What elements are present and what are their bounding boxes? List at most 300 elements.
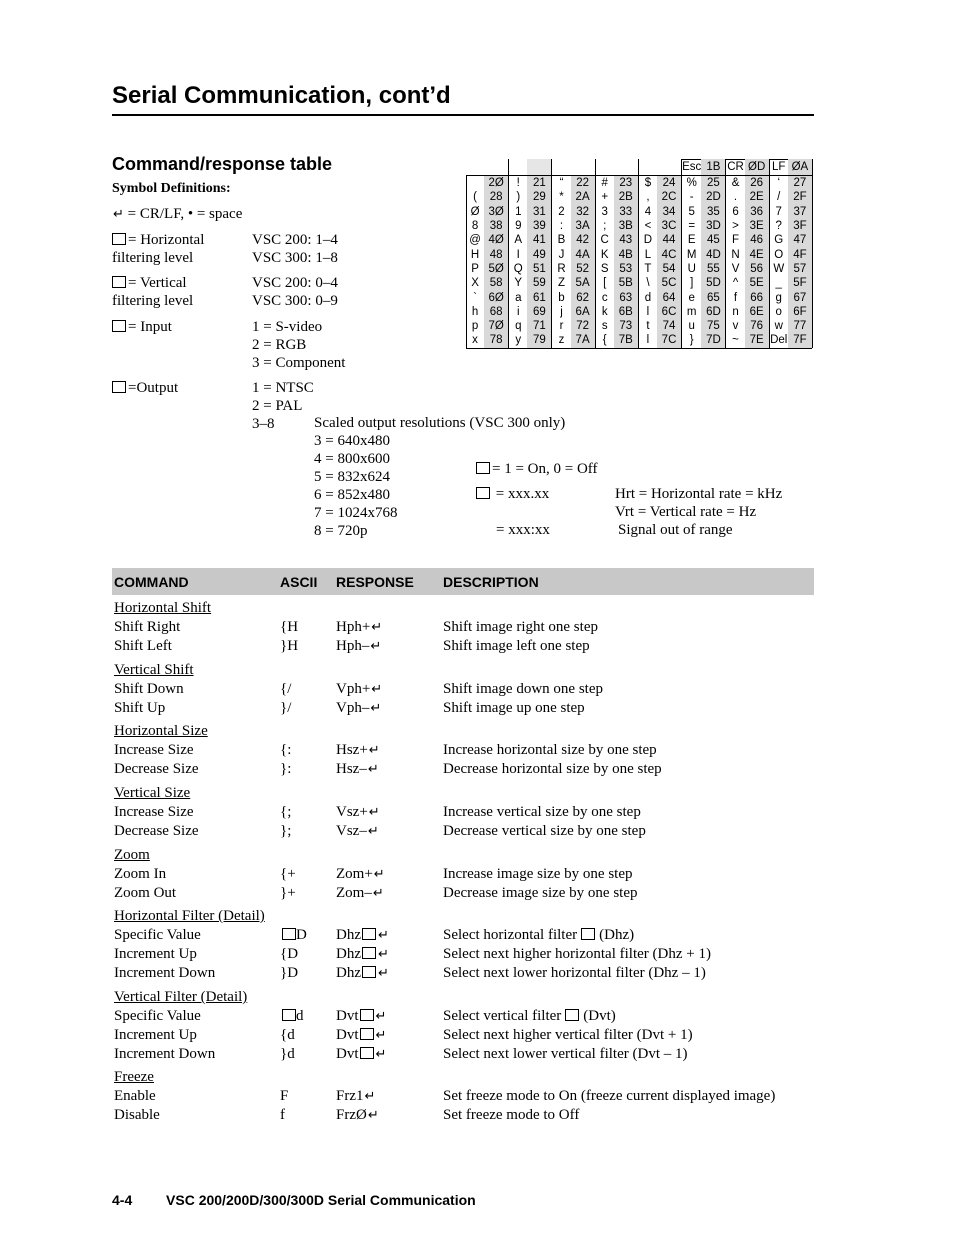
ascii-text: }: xyxy=(280,761,292,777)
return-icon: ↵ xyxy=(368,742,380,757)
response-cell xyxy=(336,865,385,883)
hex-cell: 26 xyxy=(745,176,770,191)
rate-definition xyxy=(476,485,549,503)
hex-cell: 4B xyxy=(614,247,639,261)
return-icon: ↵ xyxy=(367,823,379,838)
response-cell xyxy=(336,884,384,902)
description-text: Select next higher horizontal filter (Dhz + 1) xyxy=(443,946,711,962)
char-cell: “ xyxy=(559,177,564,190)
char-cell: CR xyxy=(726,159,745,176)
hex-cell: 4E xyxy=(745,247,770,261)
output-value-2: 2 = PAL xyxy=(252,398,303,414)
command-text: Shift Left xyxy=(114,638,172,654)
hex-cell: 36 xyxy=(745,205,770,219)
hex-cell: 67 xyxy=(788,290,813,304)
ascii-row xyxy=(466,219,813,233)
char-cell: _ xyxy=(775,277,782,290)
char-cell: ] xyxy=(690,277,694,290)
char-cell: 6 xyxy=(732,205,739,218)
hex-cell: 5F xyxy=(788,276,813,290)
hex-cell: 3E xyxy=(745,219,770,233)
hex-cell: 45 xyxy=(701,233,726,247)
char-cell: , xyxy=(646,191,650,204)
response-cell xyxy=(336,822,379,840)
hex-cell: 3F xyxy=(788,219,813,233)
response-cell xyxy=(336,1007,386,1025)
command-text: Disable xyxy=(114,1107,160,1123)
ascii-text: }; xyxy=(280,823,292,839)
vfilter-value-1: VSC 200: 0–4 xyxy=(252,275,338,291)
ascii-text: F xyxy=(280,1088,289,1104)
footer-page-number: 4-4 xyxy=(112,1192,133,1208)
hex-cell: 28 xyxy=(484,190,509,204)
description-text: Decrease vertical size by one step xyxy=(443,823,646,839)
ascii-row xyxy=(466,262,813,276)
ascii-text: }/ xyxy=(280,700,292,716)
hfilter-label-2: filtering level xyxy=(112,250,194,266)
command-cell xyxy=(114,618,180,636)
char-cell: L xyxy=(644,248,652,261)
description-text: Select horizontal filter xyxy=(443,927,578,943)
char-cell: D xyxy=(643,234,653,247)
hex-cell: 2D xyxy=(701,190,726,204)
input-value-2: 2 = RGB xyxy=(252,337,307,353)
response-text: Dvt xyxy=(336,1046,359,1062)
return-icon: ↵ xyxy=(375,1008,387,1023)
hex-cell: 37 xyxy=(788,205,813,219)
char-cell: p xyxy=(471,320,479,333)
description-cell xyxy=(443,741,657,759)
char-cell: C xyxy=(600,234,609,247)
response-text: Vsz– xyxy=(336,823,367,839)
input-values xyxy=(252,318,345,372)
char-cell: t xyxy=(646,320,650,333)
char-cell: } xyxy=(689,334,694,347)
hex-cell: 4F xyxy=(788,247,813,261)
hex-cell: 2E xyxy=(745,190,770,204)
command-cell xyxy=(114,1045,215,1063)
char-cell: Esc xyxy=(682,159,702,176)
hex-cell: 7E xyxy=(745,333,770,347)
return-icon: ↵ xyxy=(367,1107,379,1122)
command-text: Shift Up xyxy=(114,700,166,716)
char-cell xyxy=(595,159,614,176)
rate-notes xyxy=(615,485,782,539)
ascii-cell xyxy=(280,1106,285,1124)
hex-cell: 34 xyxy=(657,205,682,219)
hex-cell: 49 xyxy=(527,247,552,261)
char-cell: 8 xyxy=(471,220,479,233)
hex-cell xyxy=(527,159,552,176)
section-heading: Command/response table xyxy=(112,154,333,174)
response-cell xyxy=(336,637,381,655)
response-cell xyxy=(336,926,389,944)
vrt-text: Vrt = Vertical rate = Hz xyxy=(615,504,757,520)
hex-cell: 6E xyxy=(745,305,770,319)
ascii-cell xyxy=(280,884,296,902)
title-rule xyxy=(112,114,814,116)
hex-cell: 48 xyxy=(484,247,509,261)
response-text: Frz1 xyxy=(336,1088,364,1104)
char-cell: O xyxy=(774,248,784,261)
return-icon: ↵ xyxy=(378,927,389,942)
oor-text: Signal out of range xyxy=(618,522,733,538)
hex-cell: 47 xyxy=(788,233,813,247)
command-group-title: Vertical Filter (Detail) xyxy=(114,989,248,1005)
command-group-title: Freeze xyxy=(114,1069,154,1085)
command-text: Increment Down xyxy=(114,965,216,981)
char-cell: J xyxy=(558,248,565,261)
char-cell: & xyxy=(731,177,740,190)
char-cell: = xyxy=(688,220,696,233)
description-text: Select next lower vertical filter (Dvt – 1) xyxy=(443,1046,688,1062)
char-cell: * xyxy=(559,191,564,204)
command-cell xyxy=(114,1026,197,1044)
char-cell: x xyxy=(472,334,478,347)
ascii-cell xyxy=(280,803,291,821)
command-text: Increment Down xyxy=(114,1046,216,1062)
hex-cell: 39 xyxy=(527,219,552,233)
ascii-text: {D xyxy=(280,946,299,962)
return-icon: ↵ xyxy=(371,619,383,634)
char-cell: u xyxy=(688,320,695,333)
output-value-1: 1 = NTSC xyxy=(252,380,314,396)
hex-cell: 68 xyxy=(484,305,509,319)
ascii-row xyxy=(466,305,813,319)
hex-cell: 2A xyxy=(571,190,596,204)
command-text: Increment Up xyxy=(114,1027,197,1043)
rate-text: = xxx.xx xyxy=(495,486,550,502)
command-cell xyxy=(114,680,184,698)
footer xyxy=(112,1192,476,1208)
header-description: DESCRIPTION xyxy=(443,574,539,590)
char-cell: G xyxy=(774,234,784,247)
return-icon: ↵ xyxy=(378,946,389,961)
hex-cell: 6F xyxy=(788,305,813,319)
description-cell xyxy=(443,803,641,821)
hex-cell: 7F xyxy=(788,333,813,347)
char-cell: g xyxy=(775,291,782,304)
hex-cell: ØA xyxy=(788,159,813,176)
ascii-text: }D xyxy=(280,965,299,981)
char-cell: a xyxy=(515,291,522,304)
response-cell xyxy=(336,1045,386,1063)
char-cell: f xyxy=(733,291,738,304)
crlf-text: = CR/LF, • = space xyxy=(127,206,243,222)
resolution-item: 3 = 640x480 xyxy=(314,433,390,449)
command-cell xyxy=(114,1106,160,1124)
description-text: Increase vertical size by one step xyxy=(443,804,641,820)
ascii-cell xyxy=(282,1007,304,1025)
variable-box-icon xyxy=(360,1009,374,1021)
hex-cell: 58 xyxy=(484,276,509,290)
hex-cell: 62 xyxy=(571,290,596,304)
ascii-text: {H xyxy=(280,619,299,635)
vfilter-definition xyxy=(112,274,193,310)
return-icon: ↵ xyxy=(368,804,380,819)
hex-cell: 42 xyxy=(571,233,596,247)
hex-cell: 1B xyxy=(701,159,726,176)
description-cell xyxy=(443,1007,616,1025)
char-cell: q xyxy=(515,320,522,333)
ascii-cell xyxy=(282,926,307,944)
command-text: Increment Up xyxy=(114,946,197,962)
command-group-title: Horizontal Shift xyxy=(114,600,212,616)
description-cell xyxy=(443,1106,579,1124)
resolution-item: 8 = 720p xyxy=(314,523,368,539)
response-cell xyxy=(336,945,389,963)
command-cell xyxy=(114,964,215,982)
response-cell xyxy=(336,964,389,982)
resolution-item: 5 = 832x624 xyxy=(314,469,390,485)
return-icon: ↵ xyxy=(372,885,384,900)
response-cell xyxy=(336,618,382,636)
ascii-cell xyxy=(280,1087,288,1105)
return-icon: ↵ xyxy=(367,761,379,776)
hex-cell: 64 xyxy=(657,290,682,304)
ascii-text: {: xyxy=(280,742,292,758)
char-cell: ) xyxy=(516,191,521,204)
hex-cell: 27 xyxy=(788,176,813,191)
hex-cell: 74 xyxy=(657,319,682,333)
hex-cell: 79 xyxy=(527,333,552,347)
hex-cell: 5E xyxy=(745,276,770,290)
response-text: Vph– xyxy=(336,700,370,716)
char-cell: ‘ xyxy=(777,177,781,190)
hex-cell: 44 xyxy=(657,233,682,247)
ascii-row xyxy=(466,276,813,290)
char-cell: \ xyxy=(646,277,650,290)
hex-cell: 76 xyxy=(745,319,770,333)
variable-box-icon xyxy=(282,1009,296,1021)
ascii-row xyxy=(466,205,813,219)
hex-cell: 5C xyxy=(657,276,682,290)
char-cell: 1 xyxy=(515,205,522,218)
ascii-text: D xyxy=(296,927,307,943)
response-text: Hsz– xyxy=(336,761,367,777)
char-cell: i xyxy=(516,305,520,318)
char-cell: b xyxy=(558,291,565,304)
header-response: RESPONSE xyxy=(336,574,414,590)
ascii-cell xyxy=(280,945,298,963)
hex-cell: ØD xyxy=(745,159,770,176)
hex-cell: 75 xyxy=(701,319,726,333)
response-text: Dhz xyxy=(336,965,361,981)
char-cell: ; xyxy=(603,220,607,233)
command-group-title: Horizontal Filter (Detail) xyxy=(114,908,265,924)
ascii-text: }+ xyxy=(280,885,296,901)
ascii-cell xyxy=(280,680,291,698)
char-cell: Q xyxy=(513,262,523,275)
char-cell: + xyxy=(601,191,609,204)
hex-cell: 54 xyxy=(657,262,682,276)
command-cell xyxy=(114,865,166,883)
char-cell: { xyxy=(602,334,607,347)
variable-box-icon xyxy=(112,320,126,332)
command-text: Specific Value xyxy=(114,1008,201,1024)
description-suffix: (Dhz) xyxy=(599,927,635,943)
resolution-item: 7 = 1024x768 xyxy=(314,505,398,521)
hex-cell xyxy=(614,159,639,176)
char-cell: 7 xyxy=(775,205,782,218)
response-text: Zom+ xyxy=(336,866,373,882)
char-cell: B xyxy=(557,234,566,247)
char-cell: h xyxy=(471,305,479,318)
char-cell: V xyxy=(731,262,740,275)
description-suffix: (Dvt) xyxy=(583,1008,616,1024)
resolution-item: 4 = 800x600 xyxy=(314,451,390,467)
response-cell xyxy=(336,741,380,759)
hex-cell: 5A xyxy=(571,276,596,290)
char-cell: y xyxy=(515,334,522,347)
command-text: Decrease Size xyxy=(114,823,199,839)
variable-box-icon xyxy=(565,1009,579,1021)
response-text: Vph+ xyxy=(336,681,371,697)
hex-cell: 65 xyxy=(701,290,726,304)
ascii-cell xyxy=(280,637,298,655)
return-icon: ↵ xyxy=(113,206,124,221)
vfilter-values xyxy=(252,274,338,310)
char-cell: P xyxy=(471,262,479,275)
description-text: Shift image left one step xyxy=(443,638,590,654)
ascii-cell xyxy=(280,760,291,778)
hex-cell: 3C xyxy=(657,219,682,233)
description-text: Select vertical filter xyxy=(443,1008,562,1024)
char-cell: F xyxy=(732,234,740,247)
command-cell xyxy=(114,884,176,902)
ascii-row xyxy=(466,290,813,304)
char-cell xyxy=(466,176,484,191)
hex-cell: 77 xyxy=(788,319,813,333)
ascii-row xyxy=(466,176,813,191)
char-cell: ^ xyxy=(732,277,739,290)
hex-cell: 52 xyxy=(571,262,596,276)
command-text: Increase Size xyxy=(114,804,194,820)
description-text: Increase horizontal size by one step xyxy=(443,742,657,758)
char-cell: U xyxy=(687,262,696,275)
hex-cell: 59 xyxy=(527,276,552,290)
description-cell xyxy=(443,760,662,778)
hex-cell: 3B xyxy=(614,219,639,233)
description-cell xyxy=(443,884,638,902)
char-cell: I xyxy=(516,248,520,261)
page-title: Serial Communication, cont’d xyxy=(112,82,451,109)
char-cell: T xyxy=(644,262,652,275)
hex-cell: 3D xyxy=(701,219,726,233)
response-cell xyxy=(336,1026,386,1044)
char-cell: w xyxy=(774,320,783,333)
char-cell: j xyxy=(560,305,563,318)
char-cell: k xyxy=(601,305,608,318)
ascii-cell xyxy=(280,618,298,636)
char-cell: 9 xyxy=(515,220,522,233)
return-icon: ↵ xyxy=(364,1088,376,1103)
hex-cell: 31 xyxy=(527,205,552,219)
char-cell: 2 xyxy=(558,205,565,218)
description-text: Set freeze mode to On (freeze current displayed image) xyxy=(443,1088,776,1104)
response-text: Dvt xyxy=(336,1008,359,1024)
variable-box-icon xyxy=(362,928,376,940)
ascii-row xyxy=(466,190,813,204)
hfilter-label: = Horizontal xyxy=(128,232,205,248)
variable-box-icon xyxy=(581,928,595,940)
hex-cell: 57 xyxy=(788,262,813,276)
command-cell xyxy=(114,1007,201,1025)
hex-cell: 7C xyxy=(657,333,682,347)
hrt-text: Hrt = Horizontal rate = kHz xyxy=(615,486,783,502)
ascii-text: {+ xyxy=(280,866,296,882)
hex-cell: 41 xyxy=(527,233,552,247)
variable-box-icon xyxy=(112,276,126,288)
resolution-item: 6 = 852x480 xyxy=(314,487,390,503)
description-text: Set freeze mode to Off xyxy=(443,1107,580,1123)
char-cell: - xyxy=(689,191,694,204)
command-group-title: Horizontal Size xyxy=(114,723,208,739)
description-text: Shift image down one step xyxy=(443,681,603,697)
response-text: Dhz xyxy=(336,927,361,943)
char-cell: / xyxy=(777,191,781,204)
char-cell: X xyxy=(471,277,479,290)
response-cell xyxy=(336,760,379,778)
description-cell xyxy=(443,1045,688,1063)
char-cell: n xyxy=(732,305,739,318)
char-cell xyxy=(638,159,657,176)
hex-cell: 6C xyxy=(657,305,682,319)
response-text: Hsz+ xyxy=(336,742,368,758)
hex-cell: 6B xyxy=(614,305,639,319)
ascii-cell xyxy=(280,964,298,982)
hex-cell: 2B xyxy=(614,190,639,204)
char-cell: m xyxy=(686,305,697,318)
hex-cell: 5Ø xyxy=(484,262,509,276)
description-text: Shift image up one step xyxy=(443,700,585,716)
char-cell: S xyxy=(600,262,609,275)
char-cell: v xyxy=(732,320,739,333)
hex-cell: 38 xyxy=(484,219,509,233)
response-text: Hph+ xyxy=(336,619,371,635)
hfilter-value-1: VSC 200: 1–4 xyxy=(252,232,338,248)
variable-box-icon xyxy=(476,462,490,474)
response-text: Dhz xyxy=(336,946,361,962)
input-definition xyxy=(112,318,172,336)
vfilter-label: = Vertical xyxy=(128,275,187,291)
hex-cell: 78 xyxy=(484,333,509,347)
response-text: Hph– xyxy=(336,638,370,654)
hex-cell: 4Ø xyxy=(484,233,509,247)
hex-cell: 73 xyxy=(614,319,639,333)
char-cell: e xyxy=(688,291,695,304)
output-values xyxy=(252,379,314,433)
variable-box-icon xyxy=(360,1028,374,1040)
hex-cell: 66 xyxy=(745,290,770,304)
command-text: Increase Size xyxy=(114,742,194,758)
hfilter-value-2: VSC 300: 1–8 xyxy=(252,250,338,266)
onoff-definition xyxy=(476,460,598,478)
scaled-title: Scaled output resolutions (VSC 300 only) xyxy=(314,415,566,431)
hex-cell: 22 xyxy=(571,176,596,191)
ascii-row xyxy=(466,319,813,333)
hex-cell: 5B xyxy=(614,276,639,290)
ascii-cell xyxy=(280,1026,295,1044)
command-group-title: Zoom xyxy=(114,847,150,863)
hex-cell: 32 xyxy=(571,205,596,219)
variable-box-icon xyxy=(362,966,376,978)
command-text: Shift Down xyxy=(114,681,184,697)
char-cell: . xyxy=(733,191,738,204)
char-cell: d xyxy=(644,291,652,304)
char-cell: 5 xyxy=(688,205,695,218)
char-cell: A xyxy=(514,234,523,247)
